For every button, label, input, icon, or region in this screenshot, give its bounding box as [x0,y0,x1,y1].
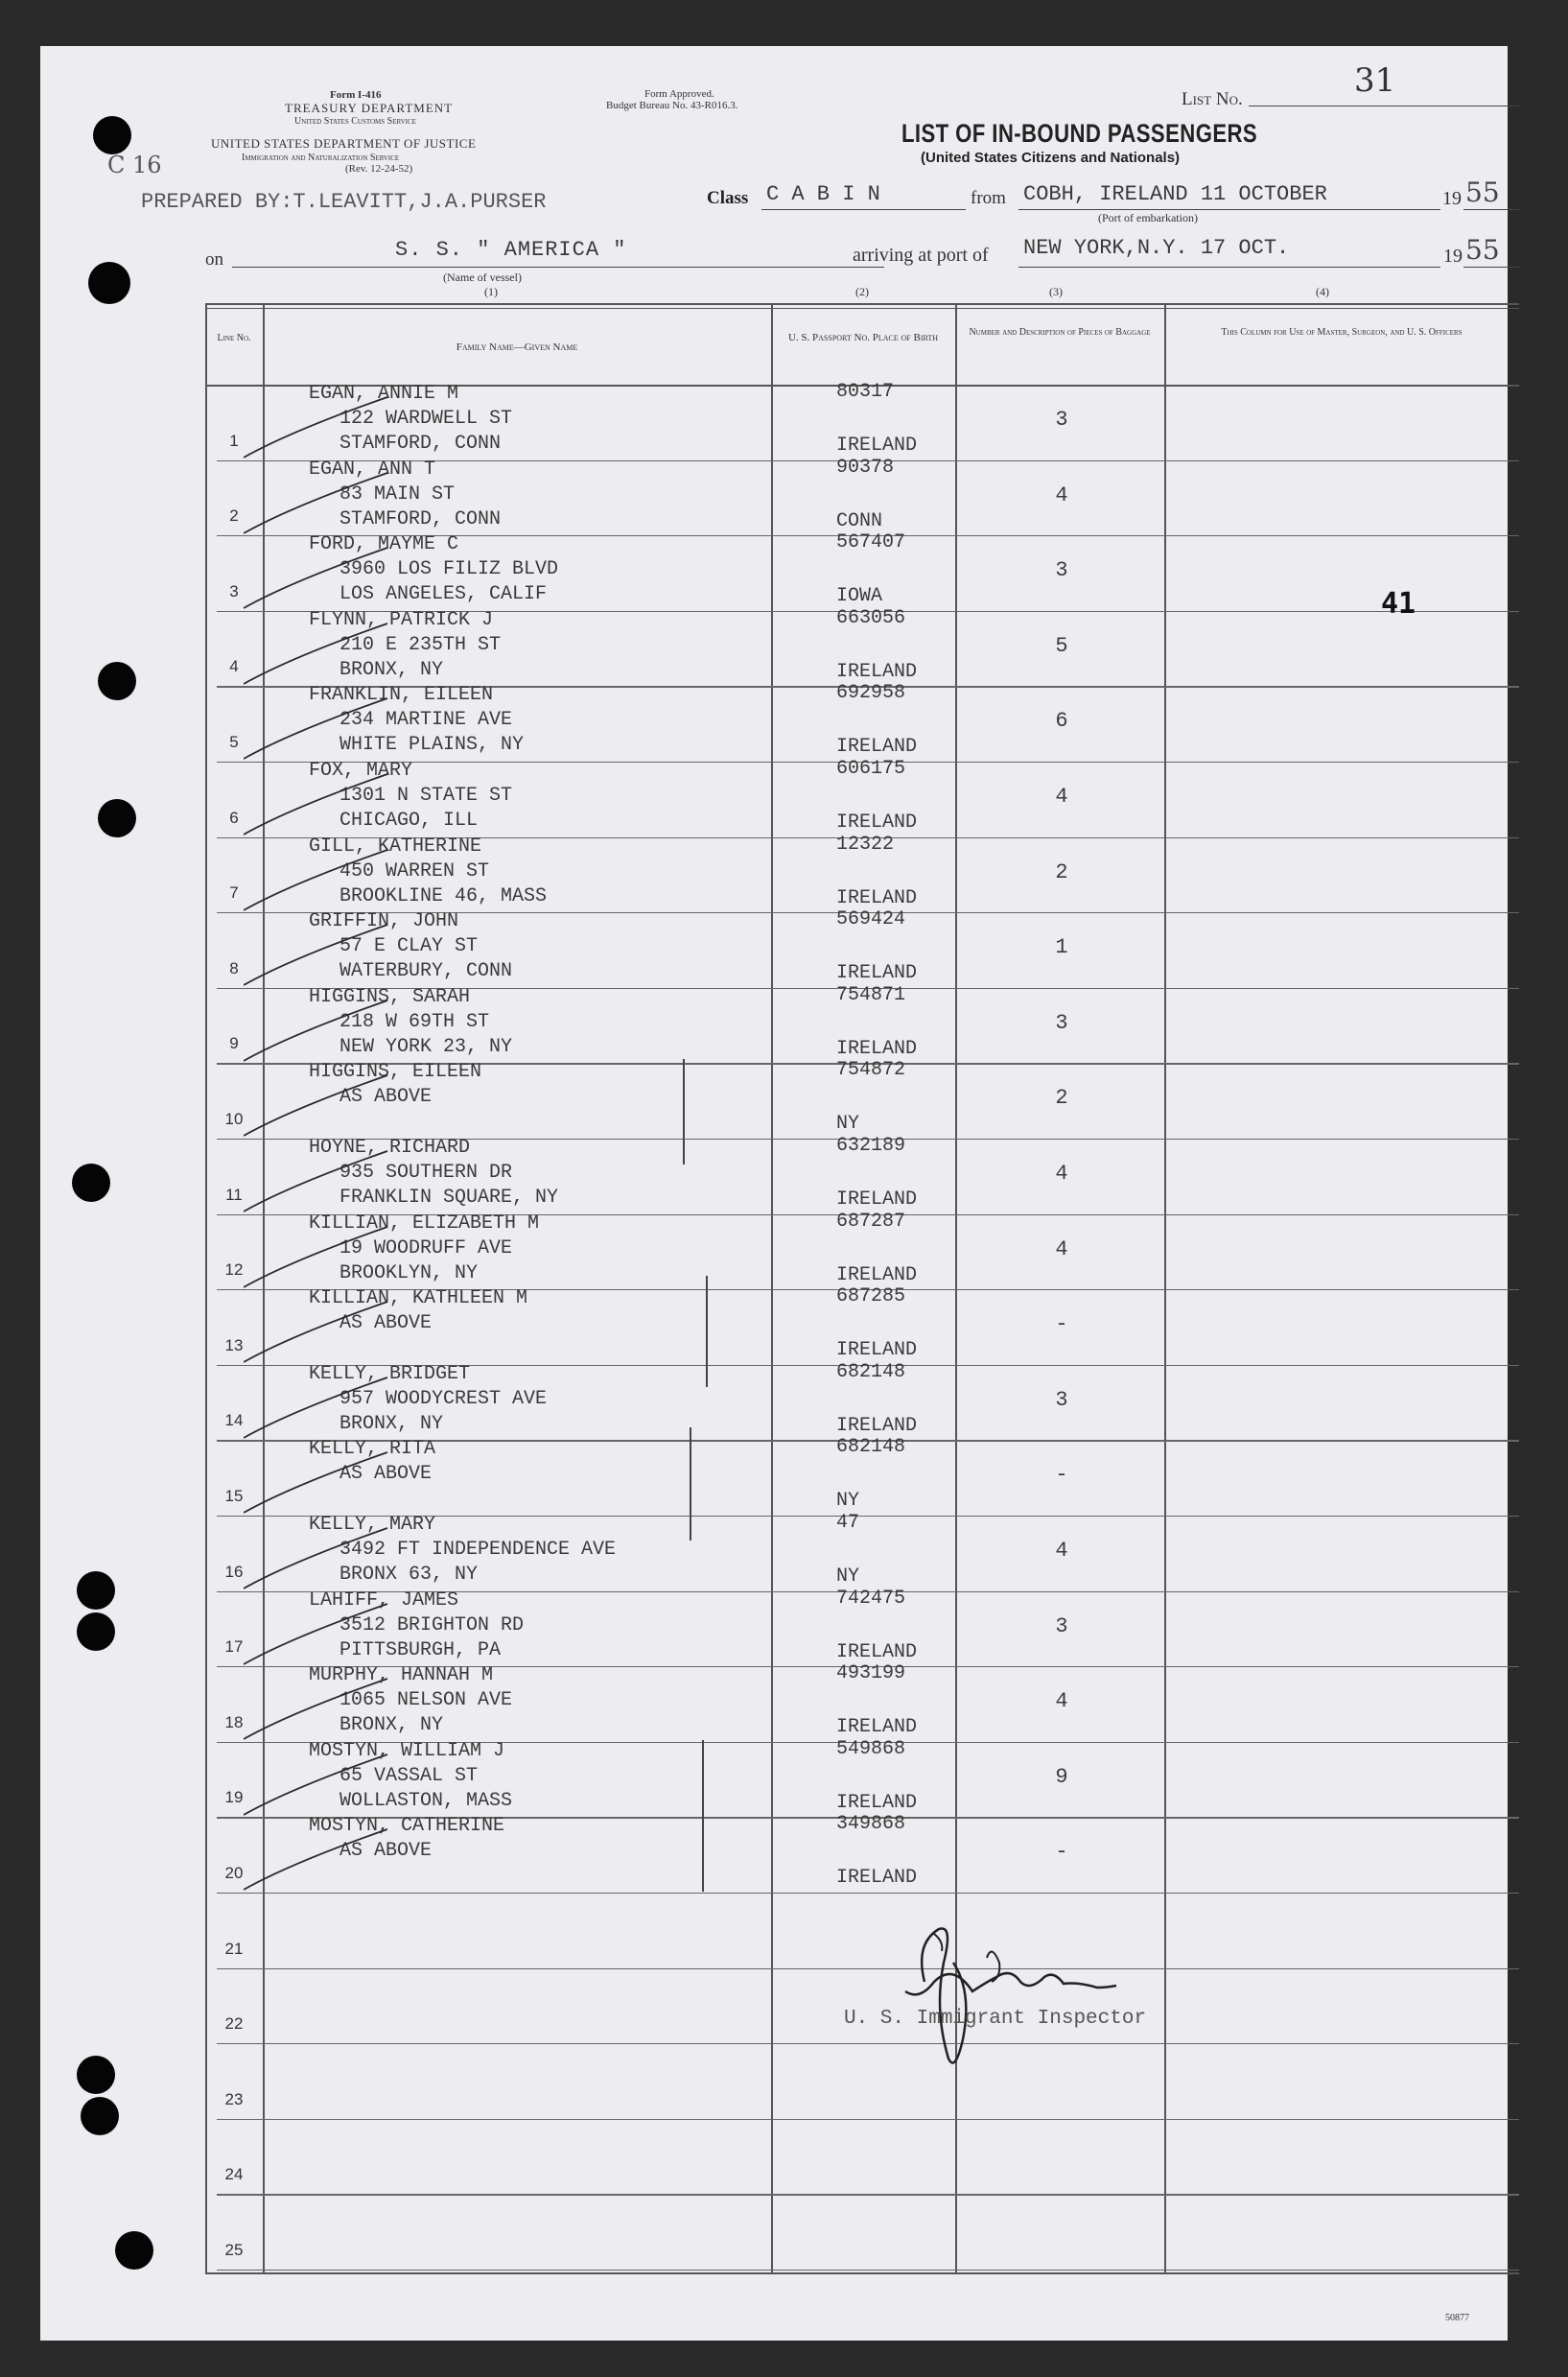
table-row [205,1968,1519,2044]
place-of-birth: IRELAND [836,1037,918,1060]
passport-number: 687287 [836,1210,906,1233]
passport-number: 663056 [836,606,906,629]
baggage-count: 4 [1055,1689,1068,1714]
check-mark [244,694,397,761]
place-of-birth: CONN [836,509,883,532]
line-number: 16 [224,1562,244,1581]
address-city: WHITE PLAINS, NY [339,734,525,757]
arrival-port-date: NEW YORK,N.Y. 17 OCT. [1023,236,1290,260]
address-city: NEW YORK 23, NY [339,1035,513,1058]
baggage-count: - [1055,1312,1068,1337]
revision-date: (Rev. 12-24-52) [345,163,413,175]
line-number: 25 [224,2240,244,2259]
punch-hole [77,2056,115,2094]
passport-number: 742475 [836,1587,906,1610]
punch-hole [77,1612,115,1651]
table-row [205,682,1519,762]
punch-hole [77,1571,115,1610]
header-officers: This Column for Use of Master, Surgeon, and U. S. Officers [1221,327,1463,338]
class-label: Class [707,188,749,208]
passport-number: 606175 [836,758,906,780]
line-number: 20 [224,1863,244,1882]
address-street: 3492 FT INDEPENDENCE AVE [339,1539,617,1561]
table-row [205,531,1519,611]
address-street: AS ABOVE [339,1312,433,1335]
passenger-name: EGAN, ANNIE M [309,383,459,405]
address-street: 57 E CLAY ST [339,935,479,958]
manifest-sheet [40,46,1508,2341]
punch-hole [98,799,136,837]
address-street: 210 E 235TH ST [339,633,502,656]
line-number: 13 [224,1335,244,1354]
baggage-count: 2 [1055,859,1068,884]
col-num-3: (3) [1049,285,1063,298]
punch-hole [88,262,130,304]
place-of-birth: NY [836,1490,860,1513]
place-of-birth: IRELAND [836,1791,918,1814]
address-street: 1301 N STATE ST [339,785,513,807]
passport-number: 692958 [836,682,906,705]
place-of-birth: IRELAND [836,962,918,985]
place-of-birth: IRELAND [836,1716,918,1739]
check-mark [244,1297,397,1364]
line-number: 24 [224,2165,244,2184]
check-mark [244,619,397,686]
line-number: 18 [224,1712,244,1731]
passenger-table [205,303,1519,2274]
address-street: 218 W 69TH ST [339,1010,490,1033]
table-row [205,1059,1519,1139]
address-street: 3512 BRIGHTON RD [339,1613,525,1636]
place-of-birth: IRELAND [836,886,918,909]
punch-hole [98,662,136,700]
list-no-label: List No. [1182,89,1243,109]
address-city: WOLLASTON, MASS [339,1789,513,1812]
list-number: 31 [1354,61,1396,100]
line-number: 21 [224,1939,244,1958]
line-number: 23 [224,2089,244,2108]
footer-code: 50877 [1445,2313,1469,2323]
check-mark [244,920,397,987]
baggage-count: 3 [1055,1010,1068,1035]
punch-hole [93,116,131,154]
row-divider [217,2270,1519,2271]
check-mark [244,1071,397,1138]
line-number: 14 [224,1411,244,1430]
header-line-no: Line No. [217,333,251,343]
check-mark [244,1447,397,1515]
check-mark [244,1750,397,1817]
address-city: WATERBURY, CONN [339,960,513,983]
baggage-count: 3 [1055,408,1068,432]
check-mark [244,1599,397,1666]
col-num-4: (4) [1316,285,1329,298]
place-of-birth: IRELAND [836,435,918,457]
baggage-count: 1 [1055,935,1068,960]
col-num-1: (1) [484,285,498,298]
vessel-name: S. S. " AMERICA " [395,238,627,262]
passenger-name: KILLIAN, ELIZABETH M [309,1212,540,1235]
passenger-name: KILLIAN, KATHLEEN M [309,1287,528,1310]
passport-number: 80317 [836,381,895,403]
address-street: 122 WARDWELL ST [339,408,513,430]
passenger-name: MOSTYN, WILLIAM J [309,1739,505,1762]
table-row [205,983,1519,1064]
address-city: BROOKLYN, NY [339,1261,479,1284]
baggage-count: 2 [1055,1086,1068,1111]
class-value: C A B I N [766,182,880,206]
line-number: 1 [229,431,239,450]
passenger-name: FORD, MAYME C [309,533,459,556]
passport-number: 349868 [836,1813,906,1836]
inspector-signature [896,1924,1126,2078]
check-mark [244,1824,397,1892]
line-number: 4 [229,657,239,676]
check-mark [244,468,397,535]
table-row [205,2194,1519,2270]
place-of-birth: IRELAND [836,1640,918,1663]
table-row [205,2119,1519,2195]
passport-number: 754872 [836,1059,906,1082]
line-number: 19 [224,1788,244,1807]
table-row [205,1893,1519,1968]
inspector-title: U. S. Immigrant Inspector [844,2008,1147,2030]
table-row [205,1813,1519,1893]
passport-number: 687285 [836,1285,906,1308]
baggage-count: 4 [1055,1539,1068,1563]
header-family-name: Family Name—Given Name [456,341,578,353]
line-number: 15 [224,1486,244,1505]
passenger-name: GRIFFIN, JOHN [309,910,459,933]
baggage-count: 3 [1055,1387,1068,1412]
col-num-2: (2) [855,285,869,298]
baggage-count: 4 [1055,1162,1068,1186]
table-row [205,1436,1519,1516]
family-brace [683,1059,685,1165]
passenger-name: HOYNE, RICHARD [309,1137,471,1159]
table-row [205,1285,1519,1365]
address-street: 19 WOODRUFF AVE [339,1236,513,1259]
passport-number: 632189 [836,1135,906,1157]
place-of-birth: IOWA [836,585,883,608]
header-passport: U. S. Passport No. Place of Birth [787,332,939,343]
baggage-count: - [1055,1463,1068,1488]
baggage-count: 6 [1055,709,1068,734]
punch-hole [72,1164,110,1202]
check-mark [244,1222,397,1289]
address-street: 3960 LOS FILIZ BLVD [339,558,559,581]
baggage-count: 4 [1055,482,1068,507]
table-row [205,908,1519,988]
passenger-name: LAHIFF, JAMES [309,1589,459,1612]
place-of-birth: IRELAND [836,1867,918,1890]
justice-dept: UNITED STATES DEPARTMENT OF JUSTICE [211,136,477,151]
place-of-birth: IRELAND [836,1414,918,1437]
check-mark [244,845,397,912]
passenger-name: EGAN, ANN T [309,458,436,481]
table-row [205,758,1519,837]
table-row [205,2043,1519,2119]
place-of-birth: IRELAND [836,812,918,834]
address-street: 1065 NELSON AVE [339,1689,513,1712]
baggage-count: 3 [1055,558,1068,583]
passport-number: 682148 [836,1436,906,1459]
passport-number: 569424 [836,908,906,931]
baggage-count: 9 [1055,1764,1068,1789]
passenger-name: KELLY, MARY [309,1514,436,1536]
on-label: on [205,249,223,270]
address-city: BRONX, NY [339,1714,444,1737]
baggage-count: 5 [1055,633,1068,658]
check-mark [244,1373,397,1440]
address-street: 234 MARTINE AVE [339,709,513,732]
line-number: 7 [229,883,239,903]
address-street: 450 WARREN ST [339,859,490,883]
address-city: BRONX 63, NY [339,1564,479,1586]
line-number: 6 [229,808,239,827]
margin-note: C 16 [107,152,162,178]
table-row [205,1512,1519,1591]
passenger-name: GILL, KATHERINE [309,835,482,858]
baggage-count: - [1055,1840,1068,1865]
address-city: BROOKLINE 46, MASS [339,884,548,907]
year-1: 55 [1465,177,1500,208]
passport-number: 12322 [836,833,895,856]
address-street: AS ABOVE [339,1840,433,1863]
address-city: BRONX, NY [339,658,444,681]
passenger-name: HIGGINS, EILEEN [309,1061,482,1084]
address-city: LOS ANGELES, CALIF [339,583,548,606]
line-number: 9 [229,1034,239,1053]
header-baggage: Number and Description of Pieces of Baggage [969,327,1151,338]
customs-service: United States Customs Service [294,116,416,127]
address-city: STAMFORD, CONN [339,433,502,455]
passport-number: 567407 [836,531,906,554]
check-mark [244,996,397,1063]
address-street: AS ABOVE [339,1463,433,1486]
address-city: FRANKLIN SQUARE, NY [339,1187,559,1209]
from-label: from [971,188,1006,208]
passport-number: 47 [836,1512,860,1534]
place-of-birth: IRELAND [836,660,918,683]
embark-port: COBH, IRELAND 11 OCTOBER [1023,182,1327,206]
ins-service: Immigration and Naturalization Service [242,153,400,163]
passport-number: 754871 [836,983,906,1006]
passport-number: 90378 [836,456,895,479]
address-city: BRONX, NY [339,1412,444,1435]
passport-number: 549868 [836,1737,906,1760]
form-approved: Form Approved. [644,88,714,100]
punch-hole [115,2231,153,2270]
table-row [205,1135,1519,1214]
table-row [205,456,1519,536]
passenger-name: HIGGINS, SARAH [309,985,471,1008]
table-row [205,1210,1519,1290]
passenger-name: KELLY, BRIDGET [309,1362,471,1385]
table-row [205,606,1519,687]
family-brace [702,1740,704,1892]
punch-hole [81,2097,119,2135]
passenger-name: FRANKLIN, EILEEN [309,684,494,707]
passport-number: 493199 [836,1662,906,1685]
passenger-name: FOX, MARY [309,760,413,782]
place-of-birth: NY [836,1113,860,1136]
check-mark [244,392,397,459]
table-row [205,1737,1519,1818]
officer-annotation: 41 [1381,587,1416,621]
address-street: 935 SOUTHERN DR [339,1162,513,1184]
line-number: 3 [229,581,239,600]
check-mark [244,543,397,610]
baggage-count: 4 [1055,1236,1068,1261]
check-mark [244,1674,397,1741]
place-of-birth: IRELAND [836,736,918,759]
check-mark [244,769,397,836]
year-prefix-2: 19 [1443,246,1463,267]
line-number: 10 [224,1109,244,1128]
passenger-name: KELLY, RITA [309,1438,436,1461]
passenger-name: FLYNN, PATRICK J [309,608,494,631]
passenger-name: MOSTYN, CATHERINE [309,1815,505,1838]
line-number: 2 [229,506,239,526]
address-city: STAMFORD, CONN [339,507,502,530]
line-number: 17 [224,1637,244,1657]
line-number: 22 [224,2014,244,2034]
line-number: 12 [224,1260,244,1280]
prepared-by: PREPARED BY:T.LEAVITT,J.A.PURSER [141,190,547,214]
baggage-count: 4 [1055,785,1068,809]
address-street: 957 WOODYCREST AVE [339,1387,548,1410]
family-brace [706,1276,708,1387]
line-number: 5 [229,732,239,751]
form-number: Form I-416 [330,89,382,101]
port-embark-caption: (Port of embarkation) [1098,211,1198,224]
family-brace [690,1427,691,1541]
line-number: 11 [225,1185,243,1204]
baggage-count: 3 [1055,1613,1068,1638]
page-title: LIST OF IN-BOUND PASSENGERS [901,119,1258,148]
table-row [205,1360,1519,1441]
table-row [205,1587,1519,1667]
budget-bureau: Budget Bureau No. 43-R016.3. [606,100,738,111]
treasury-dept: TREASURY DEPARTMENT [285,101,454,115]
arriving-label: arriving at port of [853,245,989,266]
check-mark [244,1523,397,1590]
address-street: 83 MAIN ST [339,482,456,506]
address-street: AS ABOVE [339,1086,433,1109]
place-of-birth: IRELAND [836,1339,918,1362]
page-subtitle: (United States Citizens and Nationals) [921,150,1181,166]
address-street: 65 VASSAL ST [339,1764,479,1787]
year-prefix-1: 19 [1442,188,1462,209]
passenger-name: MURPHY, HANNAH M [309,1664,494,1687]
table-row [205,833,1519,913]
line-number: 8 [229,958,239,977]
address-city: PITTSBURGH, PA [339,1638,502,1661]
table-row [205,1662,1519,1742]
year-2: 55 [1465,234,1500,266]
address-city: CHICAGO, ILL [339,810,479,832]
check-mark [244,1146,397,1213]
place-of-birth: IRELAND [836,1188,918,1211]
passport-number: 682148 [836,1360,906,1383]
table-row [205,381,1519,460]
place-of-birth: IRELAND [836,1263,918,1286]
vessel-caption: (Name of vessel) [443,271,522,284]
place-of-birth: NY [836,1565,860,1588]
